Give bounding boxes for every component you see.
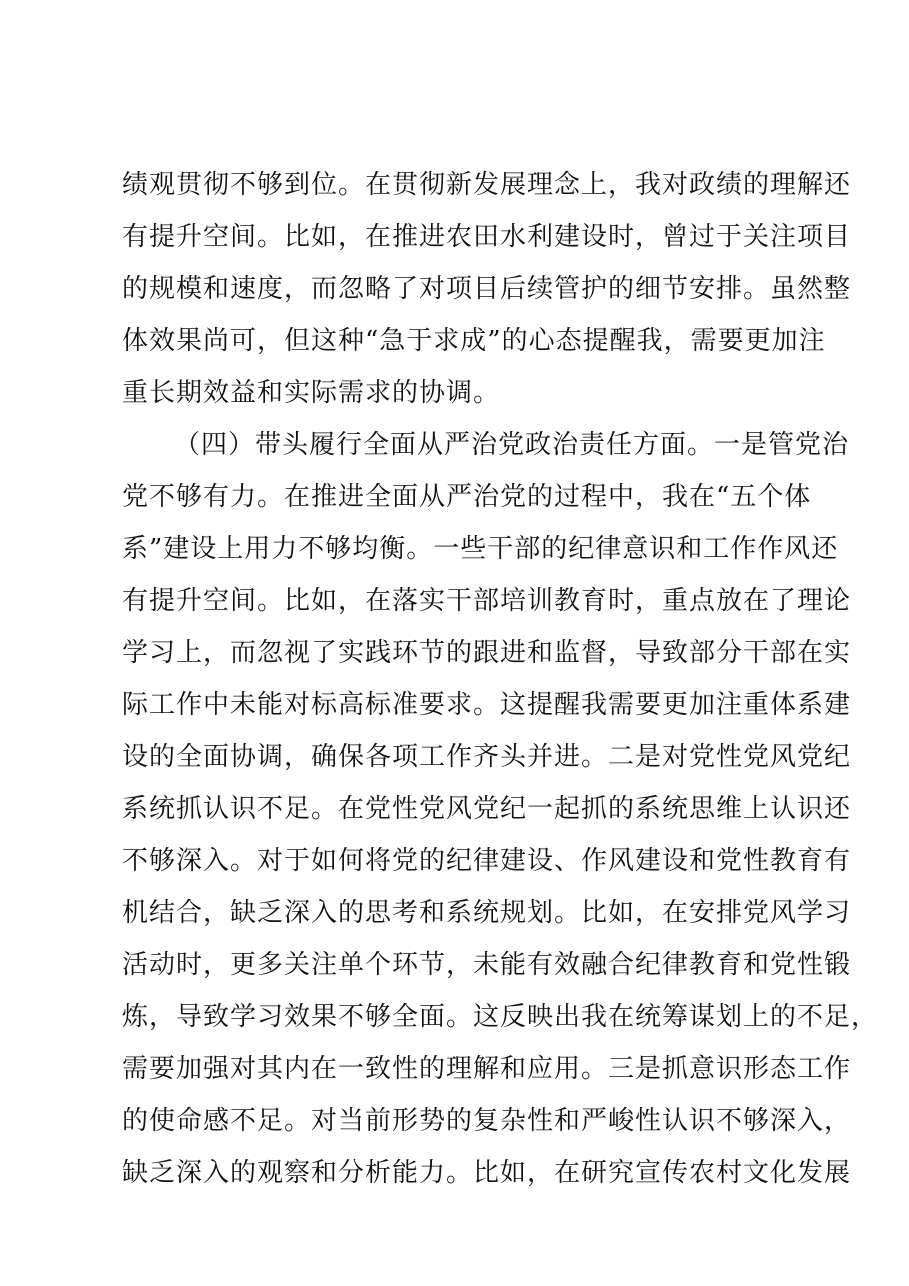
text-line-15: 机结合，缺乏深入的思考和系统规划。比如，在安排党风学习 xyxy=(122,898,852,928)
text-line-12: 设的全面协调，确保各项工作齐头并进。二是对党性党风党纪 xyxy=(122,742,852,772)
text-line-1: 绩观贯彻不够到位。在贯彻新发展理念上，我对政绩的理解还 xyxy=(122,170,852,200)
text-line-11: 际工作中未能对标高标准要求。这提醒我需要更加注重体系建 xyxy=(122,690,852,720)
text-line-7: 党不够有力。在推进全面从严治党的过程中，我在“五个体 xyxy=(122,482,812,512)
text-line-17: 炼，导致学习效果不够全面。这反映出我在统筹谋划上的不足， xyxy=(122,1002,879,1032)
body-text xyxy=(122,159,879,1199)
text-line-10: 学习上，而忽视了实践环节的跟进和监督，导致部分干部在实 xyxy=(122,638,852,668)
text-line-5: 重长期效益和实际需求的协调。 xyxy=(122,378,501,408)
text-line-4: 体效果尚可，但这种“急于求成”的心态提醒我，需要更加注 xyxy=(122,326,826,356)
text-line-18: 需要加强对其内在一致性的理解和应用。三是抓意识形态工作 xyxy=(122,1054,852,1084)
section-heading-line: （四）带头履行全面从严治党政治责任方面。一是管党治 xyxy=(174,430,850,460)
text-line-20: 缺乏深入的观察和分析能力。比如，在研究宣传农村文化发展 xyxy=(122,1158,852,1188)
text-line-13: 系统抓认识不足。在党性党风党纪一起抓的系统思维上认识还 xyxy=(122,794,852,824)
text-line-3: 的规模和速度，而忽略了对项目后续管护的细节安排。虽然整 xyxy=(122,274,852,304)
text-line-14: 不够深入。对于如何将党的纪律建设、作风建设和党性教育有 xyxy=(122,846,852,876)
text-line-9: 有提升空间。比如，在落实干部培训教育时，重点放在了理论 xyxy=(122,586,852,616)
text-line-19: 的使命感不足。对当前形势的复杂性和严峻性认识不够深入， xyxy=(122,1106,852,1136)
text-line-8: 系”建设上用力不够均衡。一些干部的纪律意识和工作作风还 xyxy=(122,534,839,564)
text-line-2: 有提升空间。比如，在推进农田水利建设时，曾过于关注项目 xyxy=(122,222,852,252)
text-line-16: 活动时，更多关注单个环节，未能有效融合纪律教育和党性锻 xyxy=(122,950,852,980)
